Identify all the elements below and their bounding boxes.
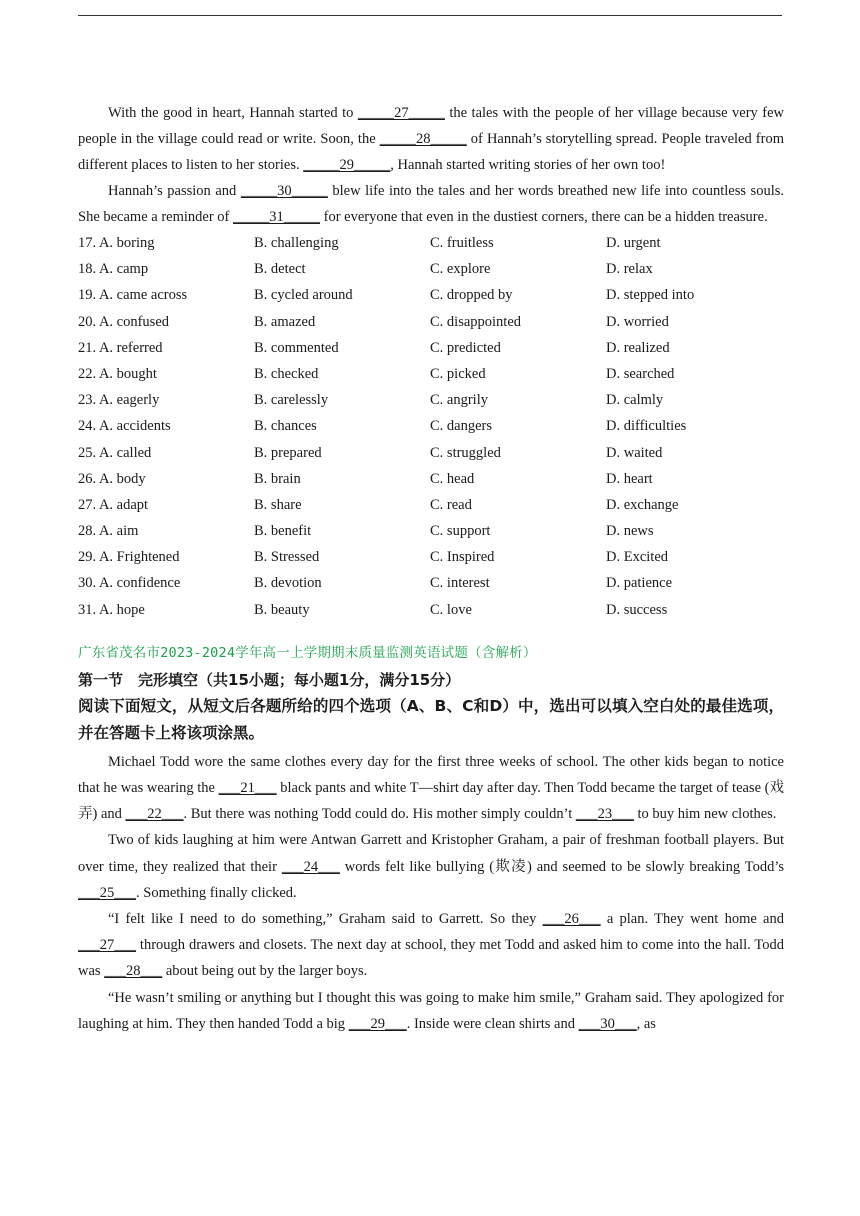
option-a: 26. A. body — [78, 470, 146, 487]
option-c: C. read — [430, 496, 472, 513]
option-c: C. head — [430, 470, 475, 487]
option-c: C. Inspired — [430, 549, 495, 566]
option-a: 27. A. adapt — [78, 496, 149, 513]
text-run: With the good in heart, Hannah started to — [108, 105, 358, 121]
passage1-paragraph-2 — [78, 178, 784, 230]
blank-25: ___25___ — [78, 884, 136, 901]
option-a: 31. A. hope — [78, 601, 145, 618]
option-a: 29. A. Frightened — [78, 549, 180, 566]
option-d: D. worried — [606, 313, 669, 330]
option-a: 22. A. bought — [78, 365, 157, 382]
passage1-paragraph-1 — [78, 100, 784, 178]
blank-22: ___22___ — [125, 806, 184, 823]
question-20-options — [78, 309, 784, 335]
question-29-options — [78, 544, 784, 570]
text-run: , Hannah started writing stories of her own too! — [390, 157, 666, 173]
option-d: D. difficulties — [606, 418, 687, 435]
option-d: D. waited — [606, 444, 663, 461]
option-d: D. searched — [606, 365, 675, 382]
option-c: C. picked — [430, 365, 486, 382]
option-c: C. angrily — [430, 392, 488, 409]
blank-30: ___30___ — [578, 1015, 637, 1032]
text-run: Hannah’s passion and — [108, 183, 241, 199]
option-c: C. dropped by — [430, 287, 513, 304]
blank-28: _____28_____ — [379, 131, 467, 147]
blank-21: ___21___ — [218, 780, 277, 797]
option-a: 18. A. camp — [78, 261, 149, 278]
option-d: D. news — [606, 523, 654, 540]
option-c: C. interest — [430, 575, 490, 592]
option-d: D. exchange — [606, 496, 679, 513]
text-run: Michael Todd wore the same clothes every day for the first three weeks of school. The other kids began to notice that he was wearing the — [78, 753, 784, 797]
option-b: B. brain — [254, 470, 301, 487]
option-c: C. explore — [430, 261, 491, 278]
answer-options — [78, 230, 784, 623]
option-c: C. predicted — [430, 339, 501, 356]
option-b: B. devotion — [254, 575, 322, 592]
question-30-options — [78, 570, 784, 596]
option-c: C. dangers — [430, 418, 493, 435]
question-28-options — [78, 518, 784, 544]
question-19-options — [78, 282, 784, 308]
text-run: blew life into the tales and her words breathed new life into countless souls. She became a reminder of — [78, 183, 784, 225]
text-run: to buy him new clothes. — [633, 806, 777, 823]
text-run: a plan. They went home and — [600, 911, 784, 928]
option-c: C. fruitless — [430, 235, 494, 251]
option-b: B. benefit — [254, 523, 312, 540]
blank-24: ___24___ — [281, 858, 340, 875]
blank-30: _____30_____ — [240, 183, 328, 199]
option-b: B. amazed — [254, 313, 316, 330]
option-c: C. struggled — [430, 444, 501, 461]
text-run: black pants and white T—shirt day after day. Then Todd became the target of tease (戏弄) and — [78, 780, 784, 823]
option-d: D. relax — [606, 261, 653, 278]
option-b: B. chances — [254, 418, 317, 435]
option-b: B. commented — [254, 339, 339, 356]
question-21-options — [78, 335, 784, 361]
passage2-paragraph-1 — [78, 749, 784, 828]
text-run: words felt like bullying (欺凌) and seemed to be slowly breaking Todd’s — [339, 858, 784, 875]
option-d: D. success — [606, 601, 668, 618]
option-b: B. detect — [254, 261, 306, 278]
option-c: C. disappointed — [430, 313, 522, 330]
question-17-options — [78, 230, 784, 256]
option-d: D. urgent — [606, 235, 661, 251]
text-run: of Hannah’s storytelling spread. People traveled from different places to listen to her stories. — [78, 131, 784, 173]
section-heading: 第一节 完形填空（共15小题；每小题1分，满分15分） — [78, 670, 461, 689]
header-rule — [78, 15, 782, 16]
text-run: “He wasn’t smiling or anything but I thought this was going to make him smile,” Graham said. They apologized for laughing at him. They then handed Todd a big — [78, 989, 784, 1032]
option-b: B. carelessly — [254, 392, 329, 409]
option-d: D. Excited — [606, 549, 669, 566]
passage2-paragraph-3 — [78, 906, 784, 985]
blank-27: ___27___ — [78, 937, 136, 954]
instruction-text: 阅读下面短文，从短文后各题所给的四个选项（A、B、C和D）中，选出可以填入空白处的最佳选项，并在答题卡上将该项涂黑。 — [78, 696, 784, 742]
question-25-options — [78, 440, 784, 466]
passage2 — [78, 749, 784, 1037]
option-a: 23. A. eagerly — [78, 392, 160, 409]
blank-27: _____27_____ — [357, 105, 445, 121]
text-run: “I felt like I need to do something,” Graham said to Garrett. So they — [108, 911, 543, 928]
question-22-options — [78, 361, 784, 387]
passage2-paragraph-4 — [78, 985, 784, 1037]
blank-23: ___23___ — [575, 806, 634, 823]
source-title: 广东省茂名市2023-2024学年高一上学期期末质量监测英语试题（含解析） — [78, 644, 537, 661]
option-a: 28. A. aim — [78, 523, 139, 540]
option-a: 17. A. boring — [78, 235, 155, 251]
text-run: . Inside were clean shirts and — [406, 1015, 579, 1032]
option-d: D. realized — [606, 339, 670, 356]
question-27-options — [78, 492, 784, 518]
option-b: B. challenging — [254, 235, 339, 251]
text-run: through drawers and closets. The next day at school, they met Todd and asked him to come into the hall. Todd was — [78, 937, 784, 980]
blank-31: _____31_____ — [233, 209, 320, 225]
question-24-options — [78, 413, 784, 439]
option-c: C. support — [430, 523, 491, 540]
option-b: B. cycled around — [254, 287, 353, 304]
text-run: the tales with the people of her village because very few people in the village could read or write. Soon, the — [78, 105, 785, 147]
question-23-options — [78, 387, 784, 413]
option-a: 21. A. referred — [78, 339, 163, 356]
document-body — [78, 100, 784, 1037]
option-a: 24. A. accidents — [78, 418, 171, 435]
question-26-options — [78, 466, 784, 492]
blank-29: ___29___ — [348, 1015, 407, 1032]
option-a: 20. A. confused — [78, 313, 170, 330]
option-b: B. Stressed — [254, 549, 320, 566]
text-run: for everyone that even in the dustiest corners, there can be a hidden treasure. — [320, 209, 768, 225]
blank-29: _____29_____ — [303, 157, 391, 173]
blank-28: ___28___ — [104, 963, 163, 980]
passage2-paragraph-2 — [78, 827, 784, 906]
option-d: D. calmly — [606, 392, 664, 409]
option-d: D. stepped into — [606, 287, 695, 304]
text-run: . But there was nothing Todd could do. His mother simply couldn’t — [183, 806, 576, 823]
option-b: B. prepared — [254, 444, 322, 461]
question-18-options — [78, 256, 784, 282]
blank-26: ___26___ — [542, 911, 601, 928]
option-b: B. beauty — [254, 601, 310, 618]
option-b: B. share — [254, 496, 302, 513]
option-d: D. heart — [606, 470, 653, 487]
option-b: B. checked — [254, 365, 319, 382]
option-a: 30. A. confidence — [78, 575, 181, 592]
option-c: C. love — [430, 601, 472, 618]
text-run: Two of kids laughing at him were Antwan Garrett and Kristopher Graham, a pair of freshman football players. But over time, they realized that their — [78, 832, 784, 875]
question-31-options — [78, 597, 784, 623]
text-run: about being out by the larger boys. — [162, 963, 368, 980]
text-run: , as — [636, 1015, 656, 1032]
text-run: . Something finally clicked. — [136, 884, 297, 901]
option-d: D. patience — [606, 575, 673, 592]
option-a: 25. A. called — [78, 444, 152, 461]
option-a: 19. A. came across — [78, 287, 188, 304]
